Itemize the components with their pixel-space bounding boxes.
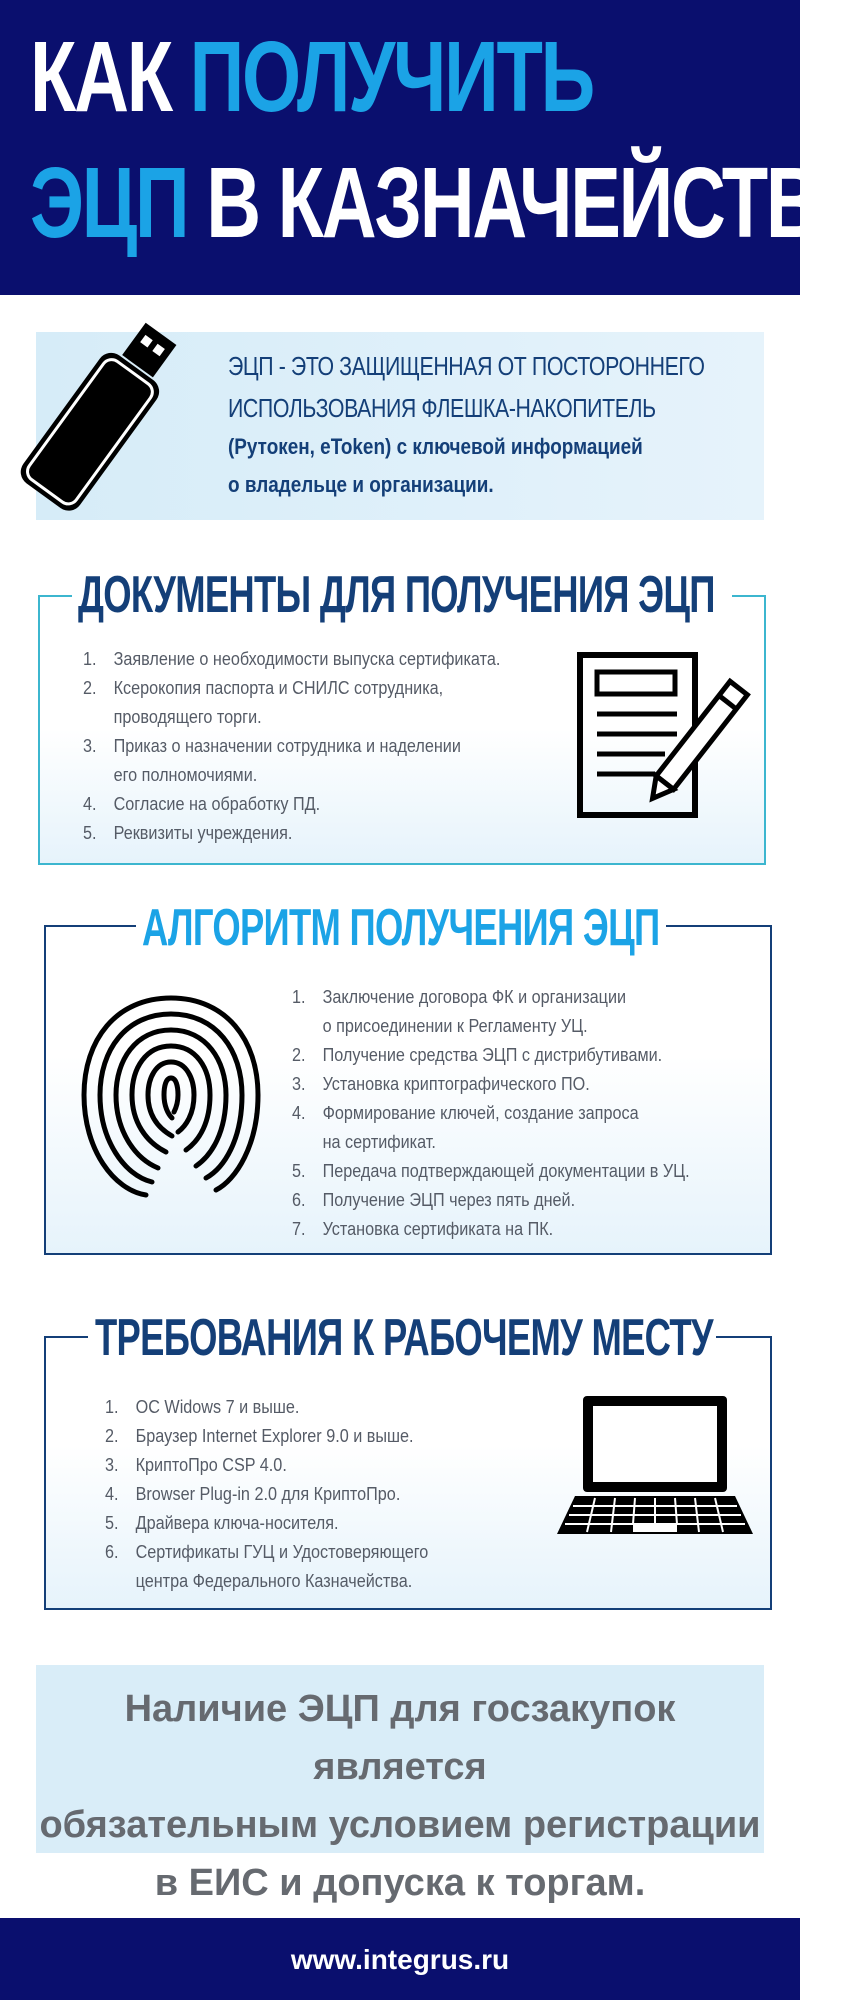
documents-frame-top-left: [38, 595, 72, 597]
conclusion-line-1: Наличие ЭЦП для госзакупок является: [124, 1688, 676, 1788]
documents-frame-top-right: [732, 595, 764, 597]
documents-list: [83, 645, 547, 848]
list-item: 4. Формирование ключей, создание запроса: [292, 1103, 639, 1123]
workplace-frame-top-left: [44, 1336, 88, 1338]
list-item: проводящего торги.: [113, 707, 262, 727]
laptop-icon: [555, 1392, 755, 1542]
list-item: 6. Получение ЭЦП через пять дней.: [292, 1190, 576, 1210]
workplace-frame-top-right: [716, 1336, 770, 1338]
list-item: 3. Установка криптографического ПО.: [292, 1074, 590, 1094]
list-item: о присоединении к Регламенту УЦ.: [322, 1016, 588, 1036]
algorithm-frame-top-right: [666, 925, 770, 927]
list-item: 4. Согласие на обработку ПД.: [83, 794, 321, 814]
title-word-kaznacheystve: В КАЗНАЧЕЙСТВЕ: [206, 147, 867, 259]
fingerprint-icon: [76, 990, 266, 1200]
list-item: центра Федерального Казначейства.: [135, 1571, 413, 1591]
list-item: 3. КриптоПро CSP 4.0.: [105, 1455, 287, 1475]
intro-caps-line-2: ИСПОЛЬЗОВАНИЯ ФЛЕШКА-НАКОПИТЕЛЬ: [228, 393, 656, 423]
usb-flash-icon: [10, 315, 190, 530]
list-item: 2. Ксерокопия паспорта и СНИЛС сотрудника,: [83, 678, 444, 698]
list-item: 6. Сертификаты ГУЦ и Удостоверяющего: [105, 1542, 429, 1562]
intro-caps-line-1: ЭЦП - ЭТО ЗАЩИЩЕННАЯ ОТ ПОСТОРОННЕГО: [228, 351, 705, 381]
list-item: 7. Установка сертификата на ПК.: [292, 1219, 554, 1239]
list-item: 1. Заключение договора ФК и организации: [292, 987, 627, 1007]
conclusion-text: [36, 1680, 764, 1912]
intro-bold-line-1: (Рутокен, eToken) с ключевой информацией: [228, 434, 643, 459]
title-line-2: [30, 148, 867, 258]
conclusion-line-2: обязательным условием регистрации: [39, 1804, 761, 1846]
intro-definition-caps: [228, 345, 705, 429]
list-item: 3. Приказ о назначении сотрудника и наделении: [83, 736, 461, 756]
list-item: 1. ОС Widows 7 и выше.: [105, 1397, 300, 1417]
list-item: 4. Browser Plug-in 2.0 для КриптоПро.: [105, 1484, 401, 1504]
title-word-kak: КАК: [30, 21, 171, 133]
algorithm-list: [292, 983, 734, 1244]
footer-url[interactable]: www.integrus.ru: [290, 1944, 510, 1975]
intro-bold-line-2: о владельце и организации.: [228, 472, 494, 497]
title-word-poluchit: ПОЛУЧИТЬ: [189, 21, 593, 133]
title-word-ecp: ЭЦП: [30, 147, 188, 259]
workplace-title: ТРЕБОВАНИЯ К РАБОЧЕМУ МЕСТУ: [95, 1309, 713, 1367]
list-item: 5. Драйвера ключа-носителя.: [105, 1513, 339, 1533]
list-item: его полномочиями.: [113, 765, 258, 785]
conclusion-line-3: в ЕИС и допуска к торгам.: [154, 1862, 646, 1904]
list-item: 1. Заявление о необходимости выпуска сертификата.: [83, 649, 501, 669]
list-item: 5. Передача подтверждающей документации в УЦ.: [292, 1161, 690, 1181]
list-item: 5. Реквизиты учреждения.: [83, 823, 293, 843]
document-pen-icon: [575, 650, 735, 820]
workplace-list: [105, 1393, 464, 1596]
list-item: на сертификат.: [322, 1132, 436, 1152]
list-item: 2. Получение средства ЭЦП с дистрибутивами.: [292, 1045, 663, 1065]
list-item: 2. Браузер Internet Explorer 9.0 и выше.: [105, 1426, 414, 1446]
documents-title: ДОКУМЕНТЫ ДЛЯ ПОЛУЧЕНИЯ ЭЦП: [78, 566, 715, 624]
intro-definition-bold: [228, 428, 675, 504]
title-line-1: [30, 22, 593, 132]
algorithm-frame-top-left: [44, 925, 136, 927]
algorithm-title: АЛГОРИТМ ПОЛУЧЕНИЯ ЭЦП: [142, 899, 660, 957]
